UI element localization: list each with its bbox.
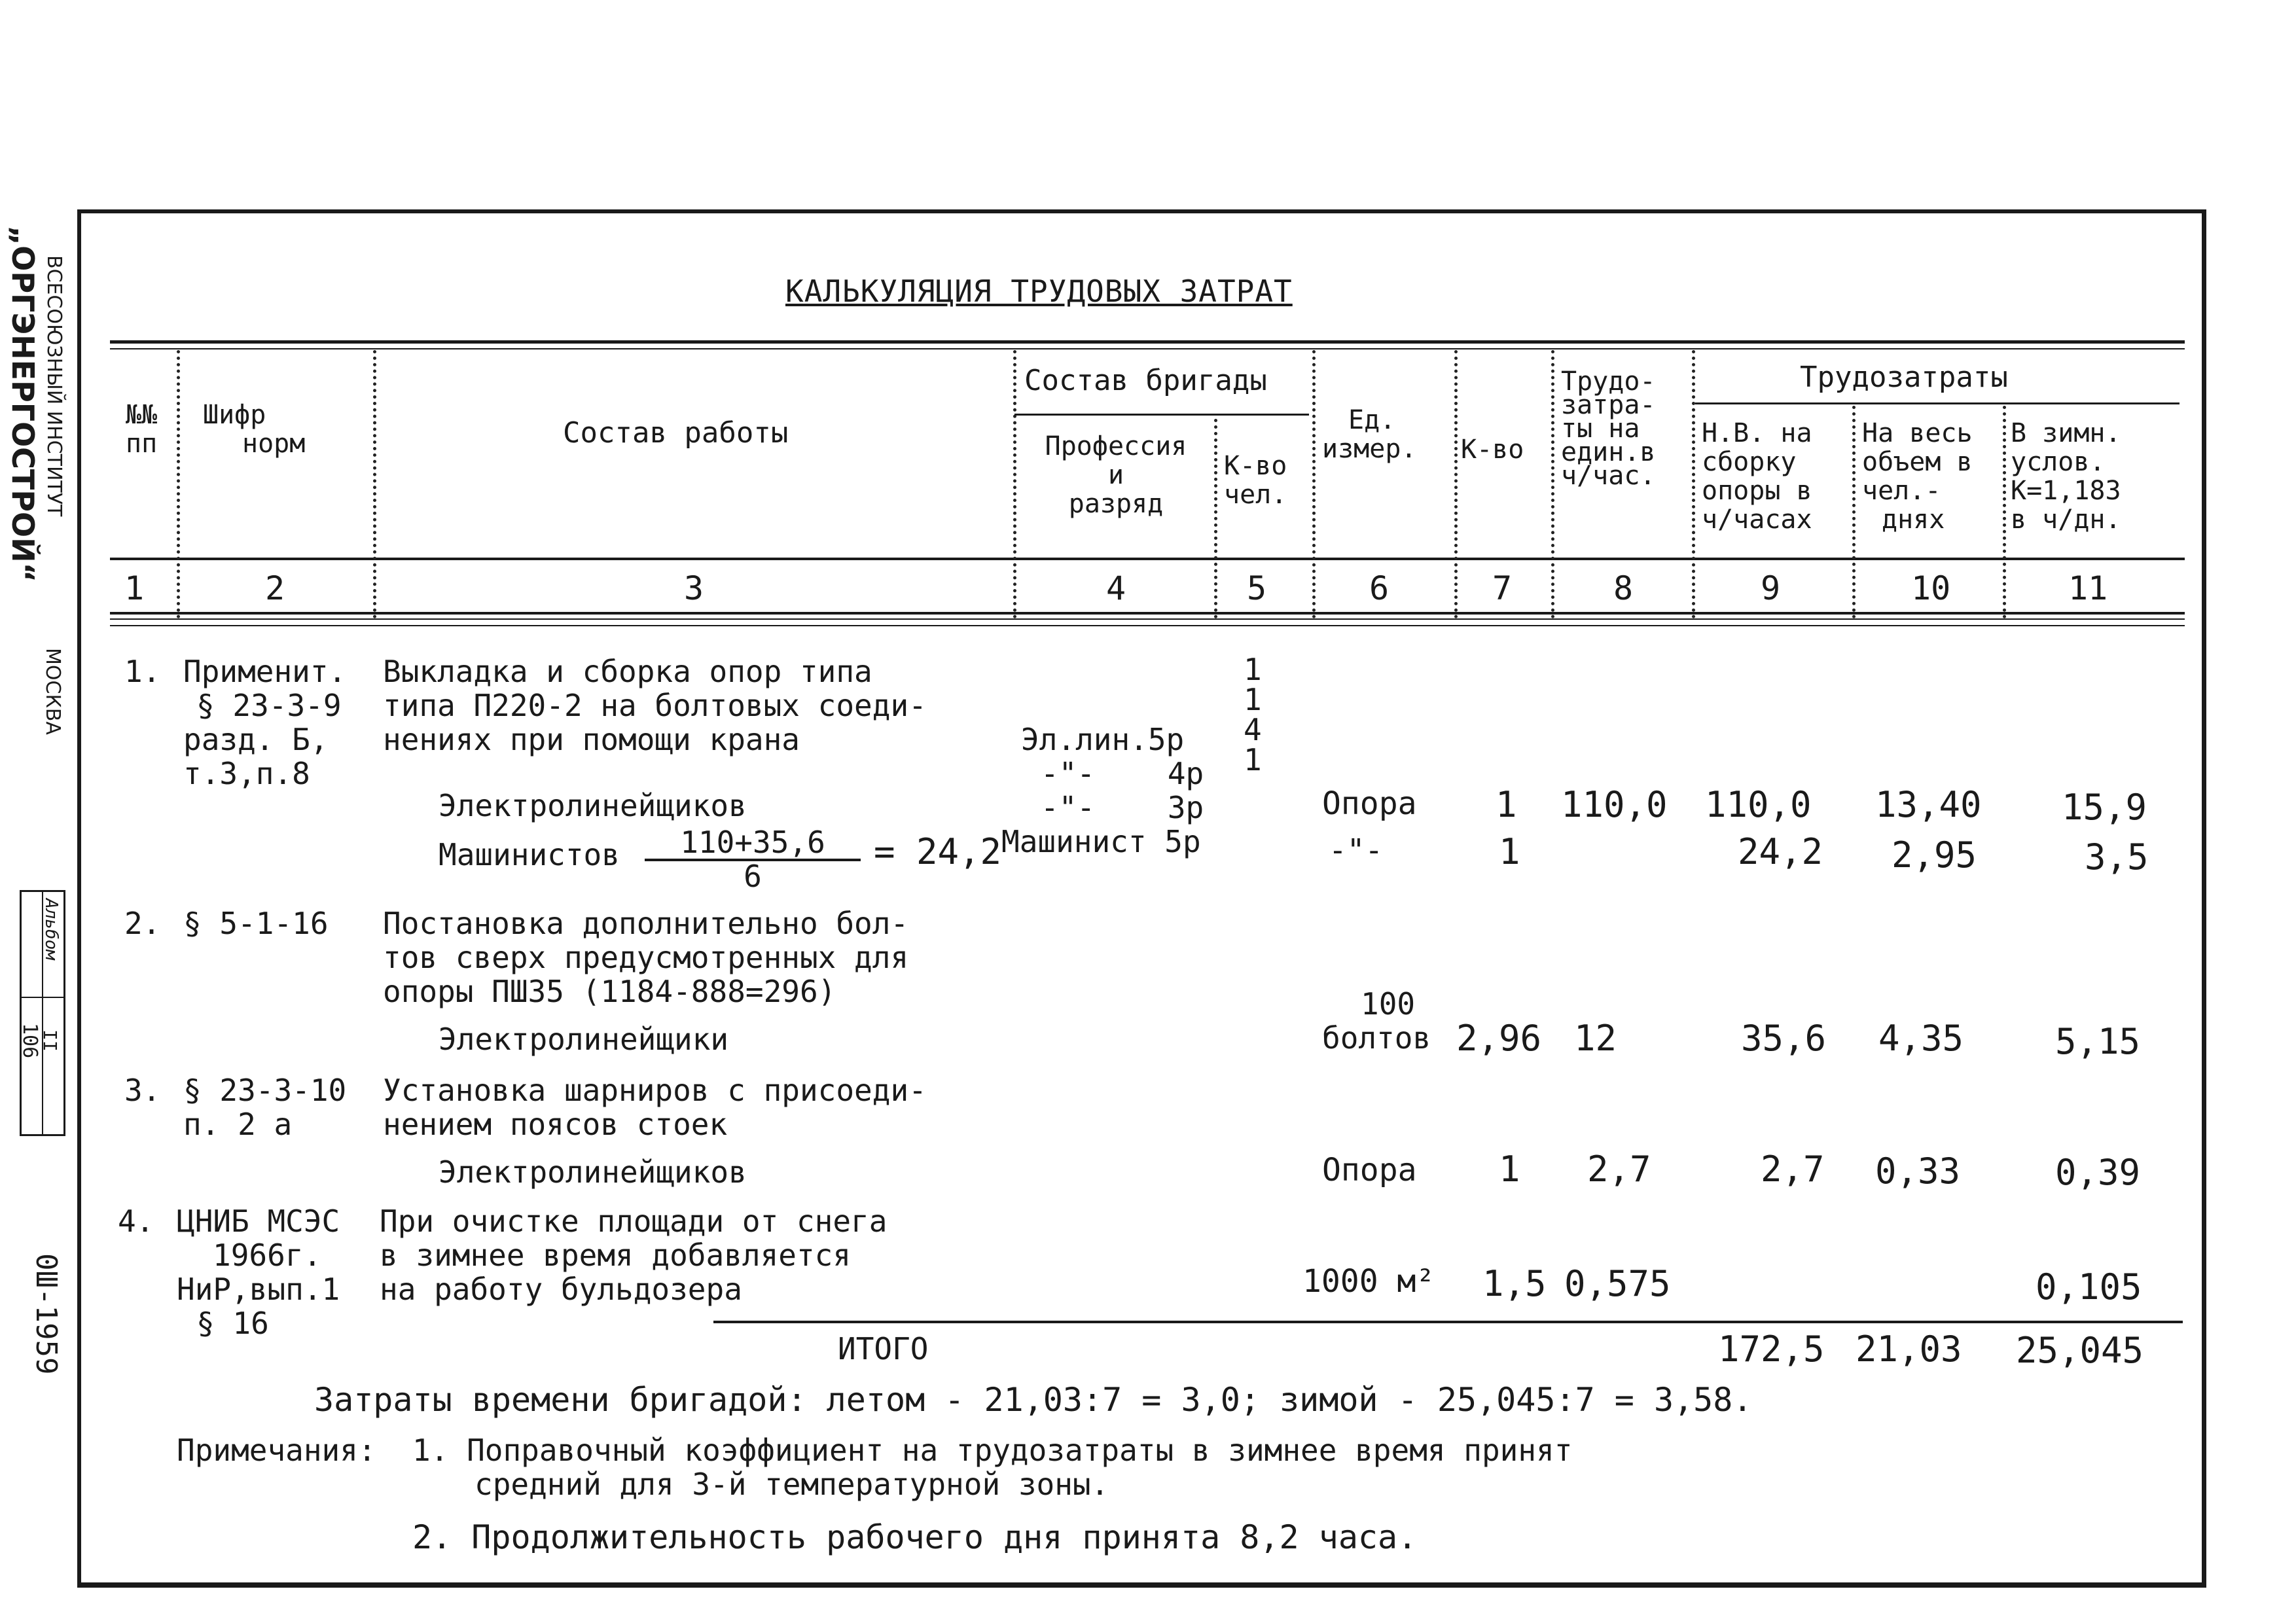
row3-sub1-qty: 1 <box>1499 1149 1520 1190</box>
col9-header: Н.В. на сборку опоры в ч/часах <box>1702 418 1812 535</box>
row1-sub1-qty: 1 <box>1496 784 1517 825</box>
row1-no: 1. <box>124 654 161 689</box>
row2-code: § 5-1-16 <box>183 906 329 941</box>
row4-code: ЦНИБ МСЭС 1966г. НиР,вып.1 § 16 <box>177 1204 340 1341</box>
sheet-number: 106 <box>18 1023 41 1059</box>
col7-header: К-во <box>1461 435 1524 465</box>
note-2: 2. Продолжительность рабочего дня принята 8,2 часа. <box>412 1518 1418 1556</box>
row4-sub1-winter: 0,105 <box>2036 1266 2142 1308</box>
row1-sub1-unit: Опора <box>1322 785 1417 822</box>
city-label: МОСКВА <box>41 648 64 735</box>
col4-header: Профессия и разряд <box>1045 431 1187 519</box>
col6-header: Ед. измер. <box>1322 405 1417 464</box>
row3-sub1-label: Электролинейщиков <box>439 1154 747 1190</box>
row3-sub1-norm: 2,7 <box>1587 1149 1651 1190</box>
row4-sub1-qty: 1,5 <box>1482 1263 1547 1304</box>
row1-sub2-result: = 24,2 <box>874 831 1002 872</box>
row2-sub1-label: Электролинейщики <box>439 1022 729 1057</box>
row2-sub1-unit: 100 болтов <box>1322 986 1431 1056</box>
institute-name: „ОРГЭНЕРГОСТРОЙ“ <box>5 226 41 582</box>
row1-sub2-unit: -"- <box>1329 832 1384 868</box>
row1-profession: Эл.лин.5р -"- 4р -"- 3р Машинист 5р <box>1001 722 1204 859</box>
col8-header: Трудо- затра- ты на един.в ч/час. <box>1561 366 1656 491</box>
total-label: ИТОГО <box>838 1331 929 1366</box>
row1-sub2-nv: 24,2 <box>1738 831 1823 872</box>
institute-label: ВСЕСОЮЗНЫЙ ИНСТИТУТ <box>43 255 65 517</box>
row1-sub2-total: 2,95 <box>1892 834 1977 876</box>
row1-sub1-nv: 110,0 <box>1705 784 1812 825</box>
row4-work: При очистке площади от снега в зимнее время добавляется на работу бульдозера <box>380 1204 888 1307</box>
album-number: II <box>39 1029 61 1052</box>
row2-sub1-norm: 12 <box>1574 1018 1617 1059</box>
row1-sub2-fraction: 110+35,6 6 <box>645 826 861 891</box>
album-label: Альбом <box>41 899 61 960</box>
row2-sub1-winter: 5,15 <box>2055 1021 2141 1062</box>
document-code: 0Ш-1959 <box>29 1253 63 1375</box>
row4-sub1-unit: 1000 м² <box>1302 1263 1435 1300</box>
header-bottom-rule <box>110 558 2185 560</box>
row1-sub2-qty: 1 <box>1499 831 1520 872</box>
row1-sub2-winter: 3,5 <box>2085 836 2149 878</box>
album-stamp <box>20 890 65 1136</box>
col10-header: На весь объем в чел.- днях <box>1862 418 1973 535</box>
header-top-rule <box>110 340 2185 344</box>
row3-sub1-unit: Опора <box>1322 1152 1417 1188</box>
row1-sub1-total: 13,40 <box>1875 784 1982 825</box>
row4-no: 4. <box>118 1204 154 1239</box>
col1-header: №№ пп <box>126 400 158 459</box>
row3-sub1-nv: 2,7 <box>1761 1149 1825 1190</box>
total-nv: 172,5 <box>1718 1329 1825 1370</box>
summary-line: Затраты времени бригадой: летом - 21,03:7 = 3,0; зимой - 25,045:7 = 3,58. <box>314 1381 1753 1419</box>
row4-sub1-norm: 0,575 <box>1564 1263 1671 1304</box>
row3-no: 3. <box>124 1073 161 1108</box>
row1-sub1-norm: 110,0 <box>1561 784 1668 825</box>
labor-group-header: Трудозатраты <box>1800 361 2008 394</box>
col11-header: В зимн. услов. К=1,183 в ч/дн. <box>2011 418 2121 535</box>
row3-sub1-total: 0,33 <box>1875 1150 1961 1192</box>
row1-sub2-label: Машинистов <box>439 837 620 872</box>
total-winter: 25,045 <box>2016 1330 2144 1371</box>
row1-sub1-winter: 15,9 <box>2062 787 2147 828</box>
row2-sub1-qty: 2,96 <box>1456 1018 1542 1059</box>
row3-sub1-winter: 0,39 <box>2055 1152 2141 1193</box>
row3-work: Установка шарниров с присоеди- нением поясов стоек <box>383 1073 927 1142</box>
notes-label: Примечания: <box>177 1433 376 1468</box>
col5-header: К-во чел. <box>1224 451 1287 510</box>
page-title: КАЛЬКУЛЯЦИЯ ТРУДОВЫХ ЗАТРАТ <box>785 274 1293 309</box>
row2-sub1-nv: 35,6 <box>1741 1018 1827 1059</box>
row2-work: Постановка дополнительно бол- тов сверх предусмотренных для опоры ПШ35 (1184-888=296) <box>383 906 909 1009</box>
row1-sub1-label: Электролинейщиков <box>439 788 747 823</box>
brigade-group-header: Состав бригады <box>1024 364 1267 397</box>
row1-count: 1 1 4 1 <box>1244 652 1262 777</box>
row2-sub1-total: 4,35 <box>1878 1018 1964 1059</box>
row1-work: Выкладка и сборка опор типа типа П220-2 на болтовых соеди- нениях при помощи крана <box>383 654 927 757</box>
col3-header: Состав работы <box>563 416 789 450</box>
total-rule <box>713 1321 2183 1323</box>
row2-no: 2. <box>124 906 161 941</box>
col2-header: Шифр норм <box>203 400 306 459</box>
note-1: 1. Поправочный коэффициент на трудозатраты в зимнее время принят средний для 3-й температурной зоны. <box>412 1433 1573 1502</box>
total-labor: 21,03 <box>1856 1329 1962 1370</box>
row1-code: Применит. § 23-3-9 разд. Б, т.3,п.8 <box>183 654 347 791</box>
row3-code: § 23-3-10 п. 2 а <box>183 1073 347 1142</box>
